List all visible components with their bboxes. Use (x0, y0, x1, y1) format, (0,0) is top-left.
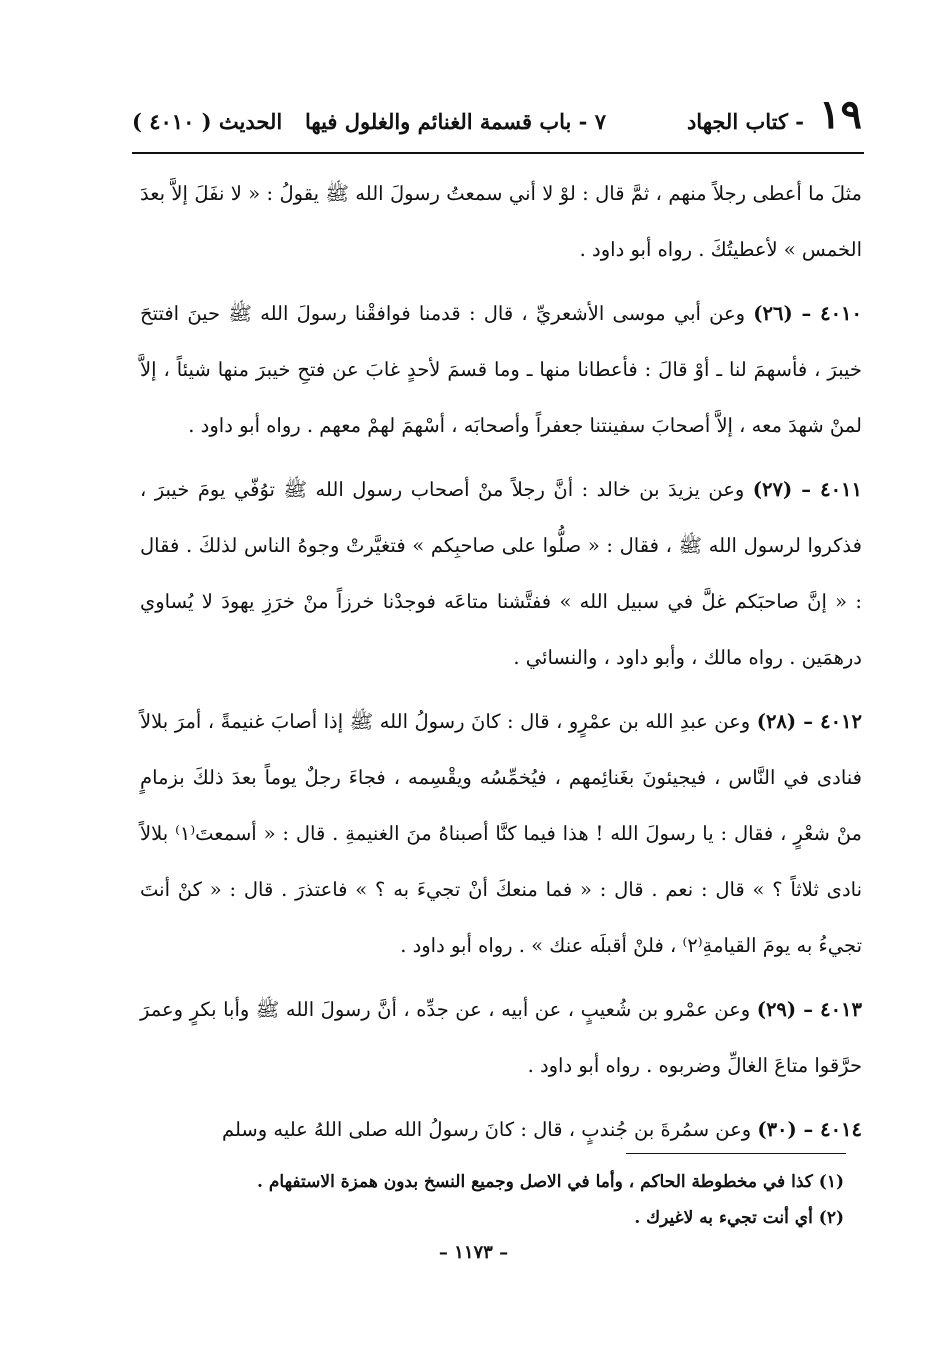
hadith-reference: الحديث ( ٤٠١٠ ) (132, 109, 283, 134)
book-number: ١٩ (819, 91, 862, 138)
hadith-4011 (140, 462, 862, 686)
paragraph-text: مثلَ ما أعطى رجلاً منهم ، ثمَّ قال : لوْ لا أني سمعتُ رسولَ الله ﷺ يقولُ : « لا نفَلَ إلاَّ بعدَ الخمس » لأعطيتُكَ . رواه أبو داود . (140, 182, 862, 261)
running-header (132, 91, 862, 146)
hadith-number: ٤٠١٣ – (٢٩) (756, 998, 862, 1021)
hadith-number: ٤٠١٤ – (٣٠) (757, 1118, 862, 1141)
footnote-1: (١) كذا في مخطوطة الحاكم ، وأما في الاصل وجميع النسخ بدون همزة الاستفهام . (257, 1172, 844, 1192)
footnotes (180, 1164, 844, 1236)
hadith-number: ٤٠١٢ – (٢٨) (756, 710, 862, 733)
paragraph-continuation (140, 166, 862, 278)
book-title: - كتاب الجهاد (686, 109, 804, 134)
hadith-4010 (140, 286, 862, 454)
main-text (140, 166, 862, 1166)
hadith-4013 (140, 982, 862, 1094)
hadith-number: ٤٠١١ – (٢٧) (752, 478, 862, 501)
paragraph-text: وعن يزيدَ بن خالد : أنَّ رجلاً منْ أصحاب رسول الله ﷺ توُفّي يومَ خيبرَ ، فذكروا لرسول الله ﷺ ، فقال : « صلُّوا على صاحبِكم » فتغيَّرتْ وجوهُ الناس لذلكَ . فقال : « إنَّ صاحبَكم غلَّ في سبيل الله » ففتَّشنا متاعَه فوجدْنا خرزاً منْ خرَزِ يهودَ لا يُساوي درهمَين . رواه مالك ، وأبو داود ، والنسائي . (140, 478, 862, 669)
page-number: – ١١٧٣ – (438, 1242, 509, 1263)
paragraph-text: وعن أبي موسى الأشعريِّ ، قال : قدمنا فوافقْنا رسولَ الله ﷺ حينَ افتتحَ خيبرَ ، فأسهمَ لنا ـ أوْ قالَ : فأعطانا منها ـ وما قسمَ لأحدٍ غابَ عن فتحِ خيبرَ منها شيئاً ، إلاَّ لمنْ شهدَ معه ، إلاَّ أصحابَ سفينتنا جعفراً وأصحابَه ، أسْهمَ لهمْ معهم . رواه أبو داود . (140, 302, 862, 437)
paragraph-text: وعن سمُرةَ بن جُندبٍ ، قال : كانَ رسولُ الله صلى اللهُ عليه وسلم (222, 1118, 752, 1141)
paragraph-text: وعن عمْرو بن شُعيبٍ ، عن أبيه ، عن جدِّه ، أنَّ رسولَ الله ﷺ وأبا بكرٍ وعمرَ حرَّقوا متاعَ الغالِّ وضربوه . رواه أبو داود . (140, 998, 862, 1077)
header-rule (132, 152, 864, 154)
hadith-4012 (140, 694, 862, 974)
hadith-number: ٤٠١٠ – (٢٦) (753, 302, 862, 325)
paragraph-text: وعن عبدِ الله بن عمْرٍو ، قال : كانَ رسولُ الله ﷺ إذا أصابَ غنيمةً ، أمرَ بلالاً فنادى في النَّاس ، فيجيئونَ بغَنائِمهم ، فيُخمِّسُه ويقْسِمه ، فجاءَ رجلٌ يوماً بعدَ ذلكَ بزمامٍ منْ شعْرٍ ، فقال : يا رسولَ الله ! هذا فيما كنَّا أصبناهُ منَ الغنيمةِ . قال : « أسمعتَ⁽١⁾ بلالاً نادى ثلاثاً ؟ » قال : نعم . قال : « فما منعكَ أنْ تجيءَ به ؟ » فاعتذرَ . قال : « كنْ أنتَ تجيءُ به يومَ القيامةِ⁽٢⁾ ، فلنْ أقبلَه عنك » . رواه أبو داود . (140, 710, 862, 957)
chapter-title: ٧ - باب قسمة الغنائم والغلول فيها (305, 109, 606, 134)
hadith-4014 (140, 1102, 862, 1158)
footnote-2: (٢) أي أنت تجيء به لاغيرك . (634, 1208, 844, 1228)
footnote-rule (626, 1153, 846, 1154)
